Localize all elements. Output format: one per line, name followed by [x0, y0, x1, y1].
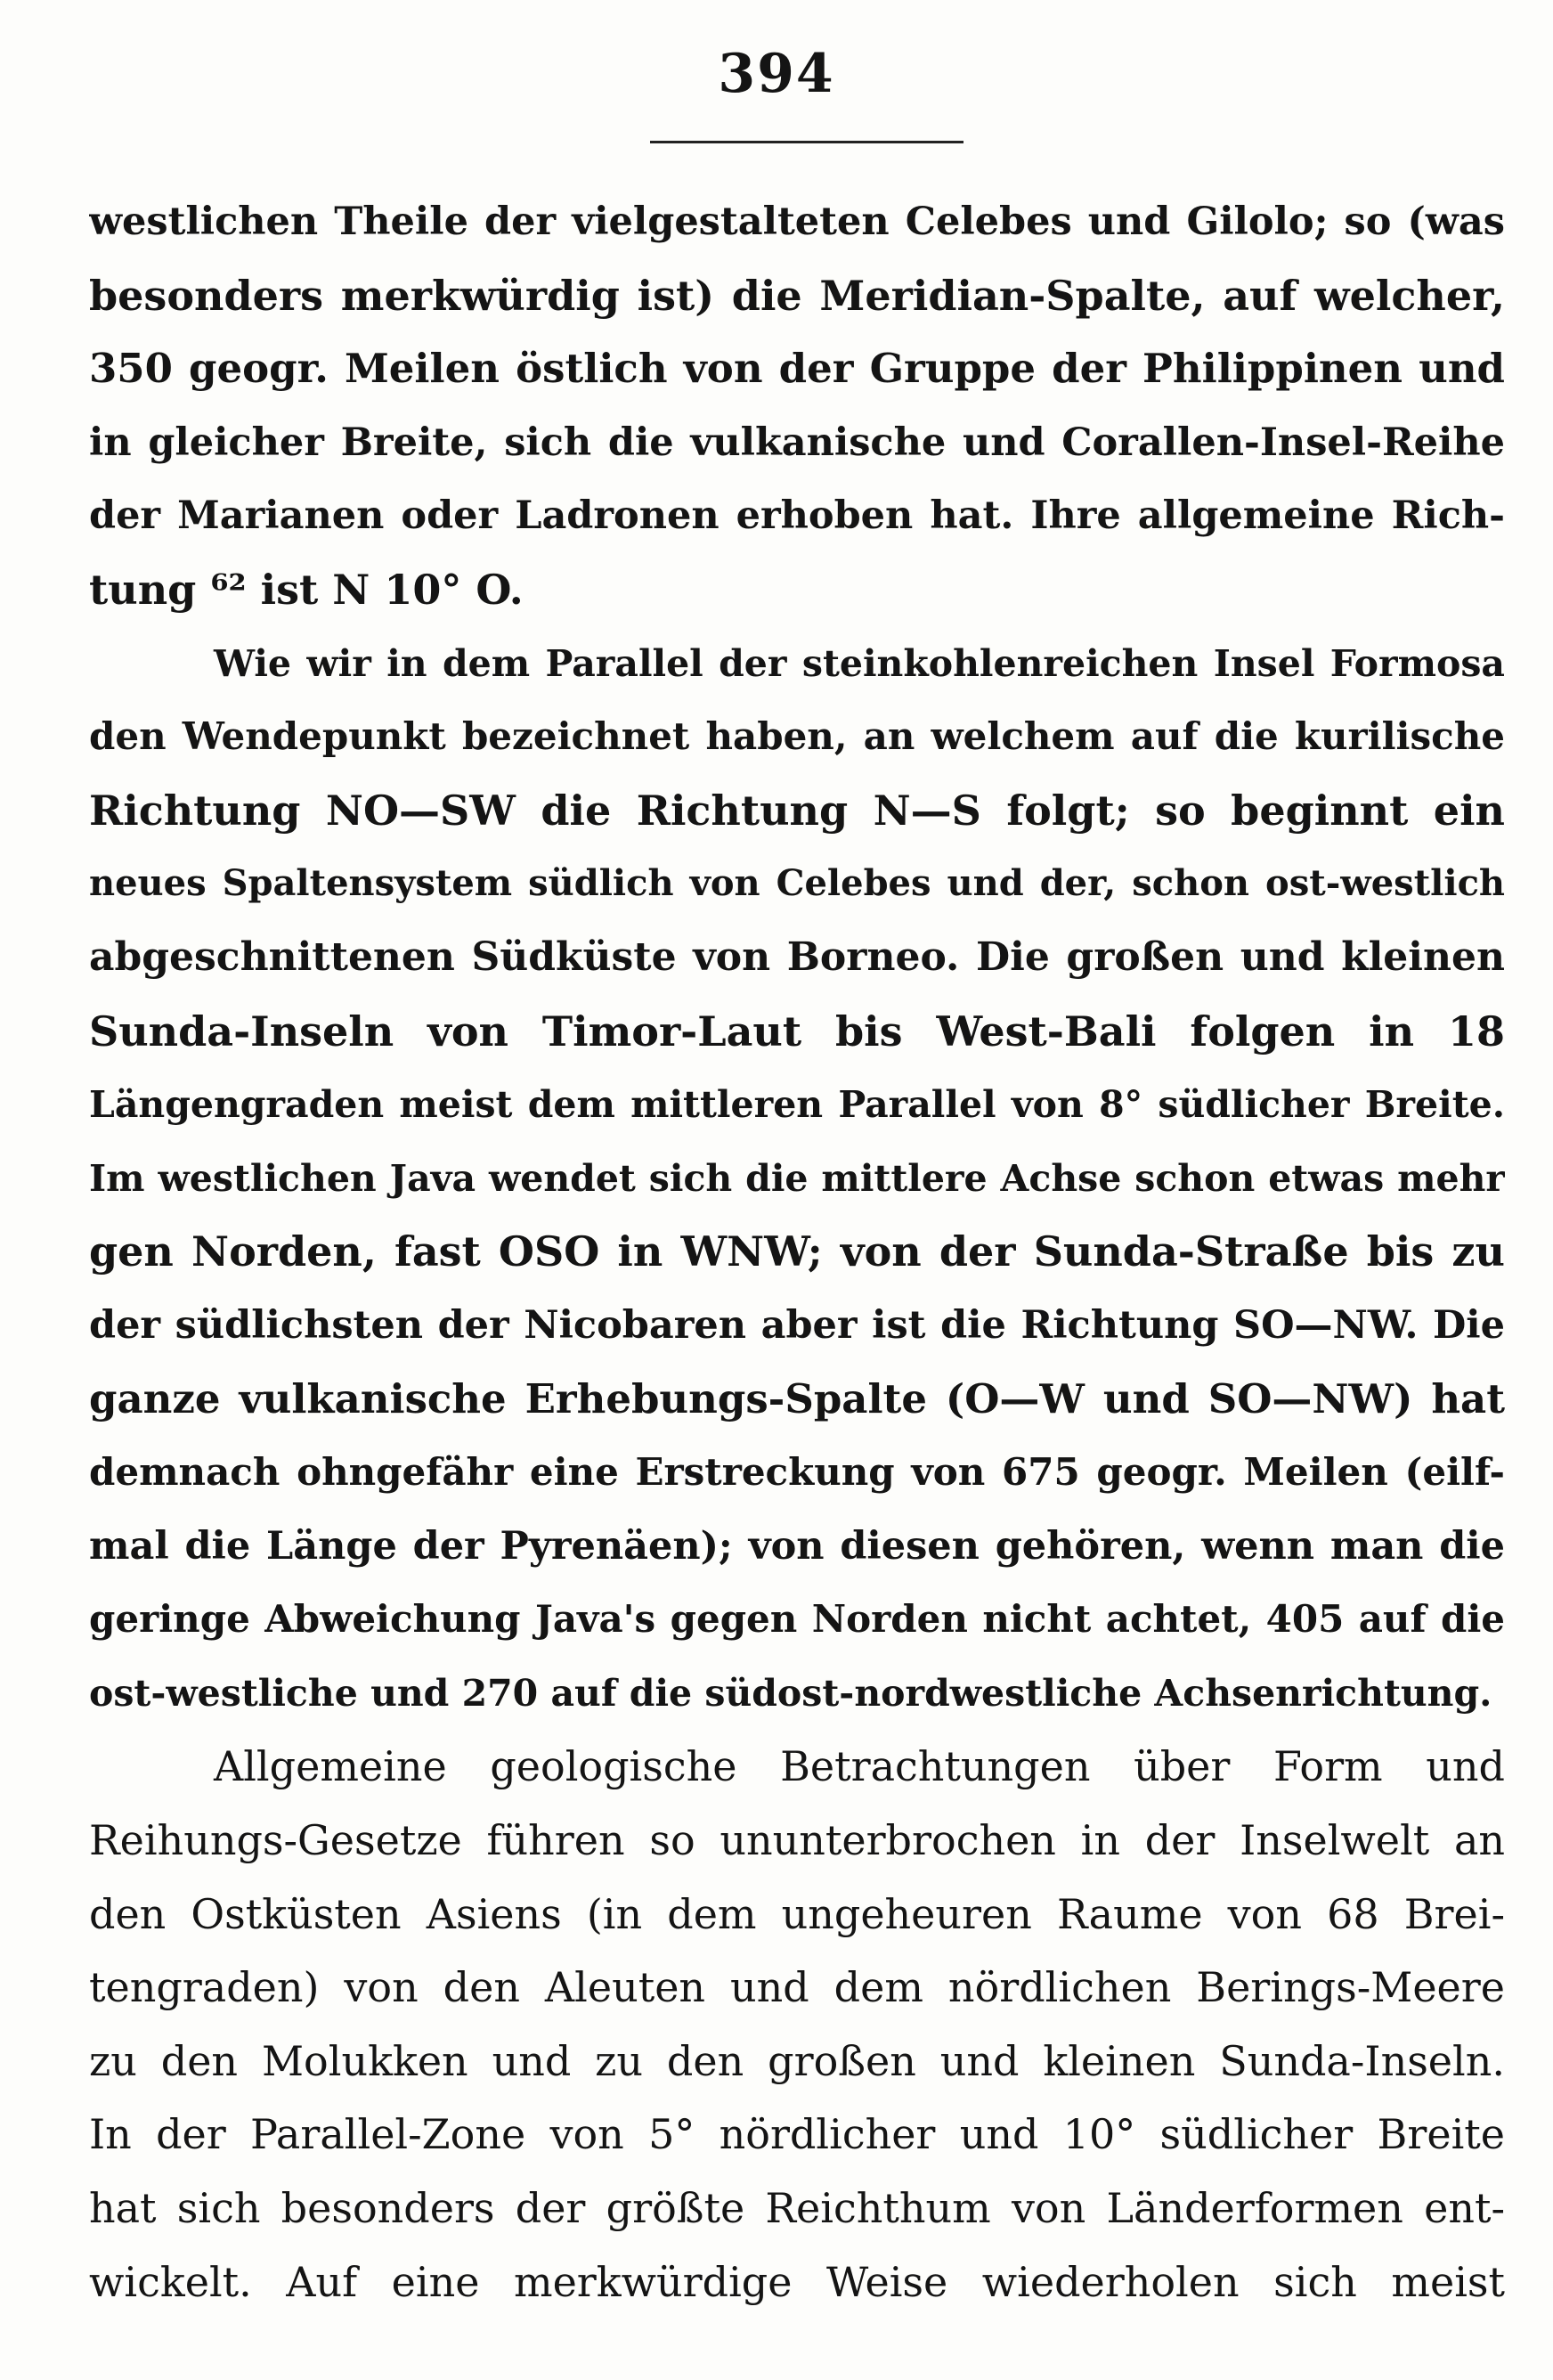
- text-line: den Ostküsten Asiens (in dem ungeheuren Raume von 68 Brei-: [89, 1889, 1505, 1938]
- text-line: hat sich besonders der größte Reichthum von Länderformen ent-: [89, 2184, 1505, 2233]
- text-line: neues Spaltensystem südlich von Celebes und der, schon ost-westlich: [89, 862, 1505, 905]
- header-rule: [650, 141, 964, 143]
- text-line: Sunda-Inseln von Timor-Laut bis West-Bali folgen in 18: [89, 1007, 1505, 1056]
- text-line: zu den Molukken und zu den großen und kleinen Sunda-Inseln.: [89, 2036, 1505, 2085]
- text-line: demnach ohngefähr eine Erstreckung von 675 geogr. Meilen (eilf-: [89, 1450, 1505, 1495]
- text-line: besonders merkwürdig ist) die Meridian-Spalte, auf welcher,: [89, 271, 1505, 320]
- body-text: [89, 185, 1505, 2319]
- text-line: tung ⁶² ist N 10° O.: [89, 565, 524, 614]
- text-line: der Marianen oder Ladronen erhoben hat. Ihre allgemeine Rich-: [89, 493, 1505, 539]
- text-line: westlichen Theile der vielgestalteten Celebes und Gilolo; so (was: [89, 200, 1505, 244]
- text-line: Wie wir in dem Parallel der steinkohlenreichen Insel Formosa: [214, 641, 1505, 685]
- text-line: Im westlichen Java wendet sich die mittlere Achse schon etwas mehr: [89, 1156, 1505, 1200]
- text-line: Reihungs-Gesetze führen so ununterbrochen in der Inselwelt an: [89, 1816, 1505, 1865]
- text-line: In der Parallel-Zone von 5° nördlicher und 10° südlicher Breite: [89, 2110, 1505, 2159]
- text-line: gen Norden, fast OSO in WNW; von der Sunda-Straße bis zu: [89, 1227, 1505, 1276]
- text-line: 350 geogr. Meilen östlich von der Gruppe der Philippinen und: [89, 345, 1505, 393]
- text-line: Längengraden meist dem mittleren Parallel von 8° südlicher Breite.: [89, 1083, 1505, 1127]
- text-line: den Wendepunkt bezeichnet haben, an welchem auf die kurilische: [89, 714, 1505, 759]
- text-line: abgeschnittenen Südküste von Borneo. Die großen und kleinen: [89, 933, 1505, 980]
- text-line: ost-westliche und 270 auf die südost-nordwestliche Achsenrichtung.: [89, 1671, 1492, 1715]
- text-line: Allgemeine geologische Betrachtungen über Form und: [214, 1742, 1505, 1791]
- text-line: wickelt. Auf eine merkwürdige Weise wiederholen sich meist: [89, 2257, 1505, 2306]
- text-line: tengraden) von den Aleuten und dem nördlichen Berings-Meere: [89, 1963, 1505, 2012]
- text-line: geringe Abweichung Java's gegen Norden nicht achtet, 405 auf die: [89, 1597, 1505, 1642]
- text-line: mal die Länge der Pyrenäen); von diesen gehören, wenn man die: [89, 1523, 1505, 1569]
- text-line: ganze vulkanische Erhebungs-Spalte (O—W und SO—NW) hat: [89, 1374, 1505, 1422]
- page-number: 394: [718, 43, 835, 105]
- text-line: der südlichsten der Nicobaren aber ist die Richtung SO—NW. Die: [89, 1302, 1505, 1348]
- text-line: Richtung NO—SW die Richtung N—S folgt; so beginnt ein: [89, 786, 1505, 835]
- text-line: in gleicher Breite, sich die vulkanische und Corallen-Insel-Reihe: [89, 420, 1505, 465]
